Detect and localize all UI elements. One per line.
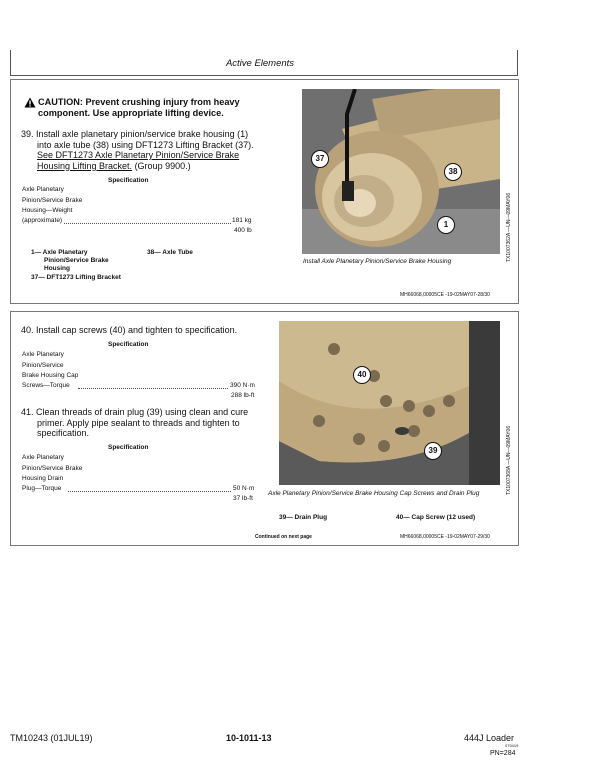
spec-40-leader — [78, 388, 228, 389]
spec-item-3: Housing—Weight — [22, 207, 73, 214]
spec-value-1: 181 kg — [232, 217, 252, 224]
caution-line1: CAUTION: Prevent crushing injury from heavy — [38, 97, 240, 107]
footer-page-code: 10-1011-13 — [226, 733, 272, 743]
step-41-line2: primer. Apply pipe sealant to threads and tighten to — [37, 417, 240, 428]
spec-41-value-1: 50 N·m — [233, 485, 255, 492]
legend-1c: Housing — [44, 265, 70, 272]
spec-41-item-2: Pinion/Service Brake — [22, 465, 83, 472]
photo-axle-housing-drawing — [302, 89, 500, 254]
spec-40-item-4: Screws—Torque — [22, 382, 70, 389]
step-41-line1: 41. Clean threads of drain plug (39) using clean and cure — [21, 407, 249, 417]
spec-41-leader — [68, 491, 231, 492]
spec-item-2: Pinion/Service Brake — [22, 197, 83, 204]
photo-cap-screws — [279, 321, 500, 485]
spec-41-item-4: Plug—Torque — [22, 485, 62, 492]
legend-1b: Pinion/Service Brake — [44, 257, 109, 264]
step-39-suffix: (Group 9900.) — [132, 160, 191, 171]
spec-item-1: Axle Planetary — [22, 186, 64, 193]
footer-manual-id: TM10243 (01JUL19) — [10, 733, 93, 743]
spec-40-heading: Specification — [108, 341, 149, 348]
legend-38: 38— Axle Tube — [147, 249, 193, 256]
spec-41-item-1: Axle Planetary — [22, 454, 64, 461]
photo-1-side-code: TX1007362A —UN—09MAY06 — [506, 192, 512, 262]
callout-40: 40 — [353, 366, 371, 384]
continued-note: Continued on next page — [255, 534, 312, 540]
spec-41-heading: Specification — [108, 444, 149, 451]
caution-line2: component. Use appropriate lifting device. — [38, 108, 224, 118]
section-2-ref: MH66068,00005CE -19-02MAY07-29/30 — [400, 534, 490, 540]
legend-39: 39— Drain Plug — [279, 514, 328, 521]
step-39 — [21, 129, 276, 171]
photo-1-caption: Install Axle Planetary Pinion/Service Brake Housing — [303, 258, 452, 265]
spec-41-value-2: 37 lb-ft — [233, 495, 253, 502]
photo-2-side-code: TX1007368A —UN—09MAY06 — [506, 425, 512, 495]
step-39-link-line2[interactable]: Housing Lifting Bracket. — [37, 160, 133, 171]
footer-model: 444J Loader — [464, 733, 515, 743]
step-41 — [21, 407, 276, 439]
header-title: Active Elements — [225, 58, 295, 69]
legend-40: 40— Cap Screw (12 used) — [396, 514, 476, 521]
legend-37: 37— DFT1273 Lifting Bracket — [31, 274, 121, 281]
footer-date-code: 070419 — [505, 743, 519, 748]
spec-40-item-3: Brake Housing Cap — [22, 372, 79, 379]
step-39-line2: into axle tube (38) using DFT1273 Lifting Bracket (37). — [37, 139, 254, 150]
step-39-line1: 39. Install axle planetary pinion/service brake housing (1) — [21, 129, 249, 139]
spec-40-value-1: 390 N·m — [230, 382, 255, 389]
spec-40-item-1: Axle Planetary — [22, 351, 64, 358]
photo-cap-screws-drawing — [279, 321, 500, 485]
warning-triangle-icon — [24, 97, 36, 108]
header-rule-bottom — [10, 75, 518, 76]
callout-37: 37 — [311, 150, 329, 168]
spec-41-item-3: Housing Drain — [22, 475, 64, 482]
step-41-line3: specification. — [37, 428, 90, 438]
spec-value-2: 400 lb — [234, 227, 252, 234]
spec-40-item-2: Pinion/Service — [22, 362, 64, 369]
spec-item-4: (approximate) — [22, 217, 63, 224]
footer-page-number: PN=284 — [490, 750, 516, 757]
callout-38: 38 — [444, 163, 462, 181]
callout-39: 39 — [424, 442, 442, 460]
spec-leader — [64, 223, 231, 224]
callout-1: 1 — [437, 216, 455, 234]
step-40: 40. Install cap screws (40) and tighten to specification. — [21, 325, 238, 335]
step-39-link-line1[interactable]: See DFT1273 Axle Planetary Pinion/Service Brake — [37, 150, 240, 160]
photo-axle-housing — [302, 89, 500, 254]
spec-heading: Specification — [108, 177, 149, 184]
spec-40-value-2: 288 lb-ft — [231, 392, 255, 399]
photo-2-caption: Axle Planetary Pinion/Service Brake Housing Cap Screws and Drain Plug — [268, 490, 480, 497]
section-1-ref: MH66068,00005CE -19-02MAY07-28/30 — [400, 292, 490, 298]
legend-1a: 1— Axle Planetary — [31, 249, 88, 256]
